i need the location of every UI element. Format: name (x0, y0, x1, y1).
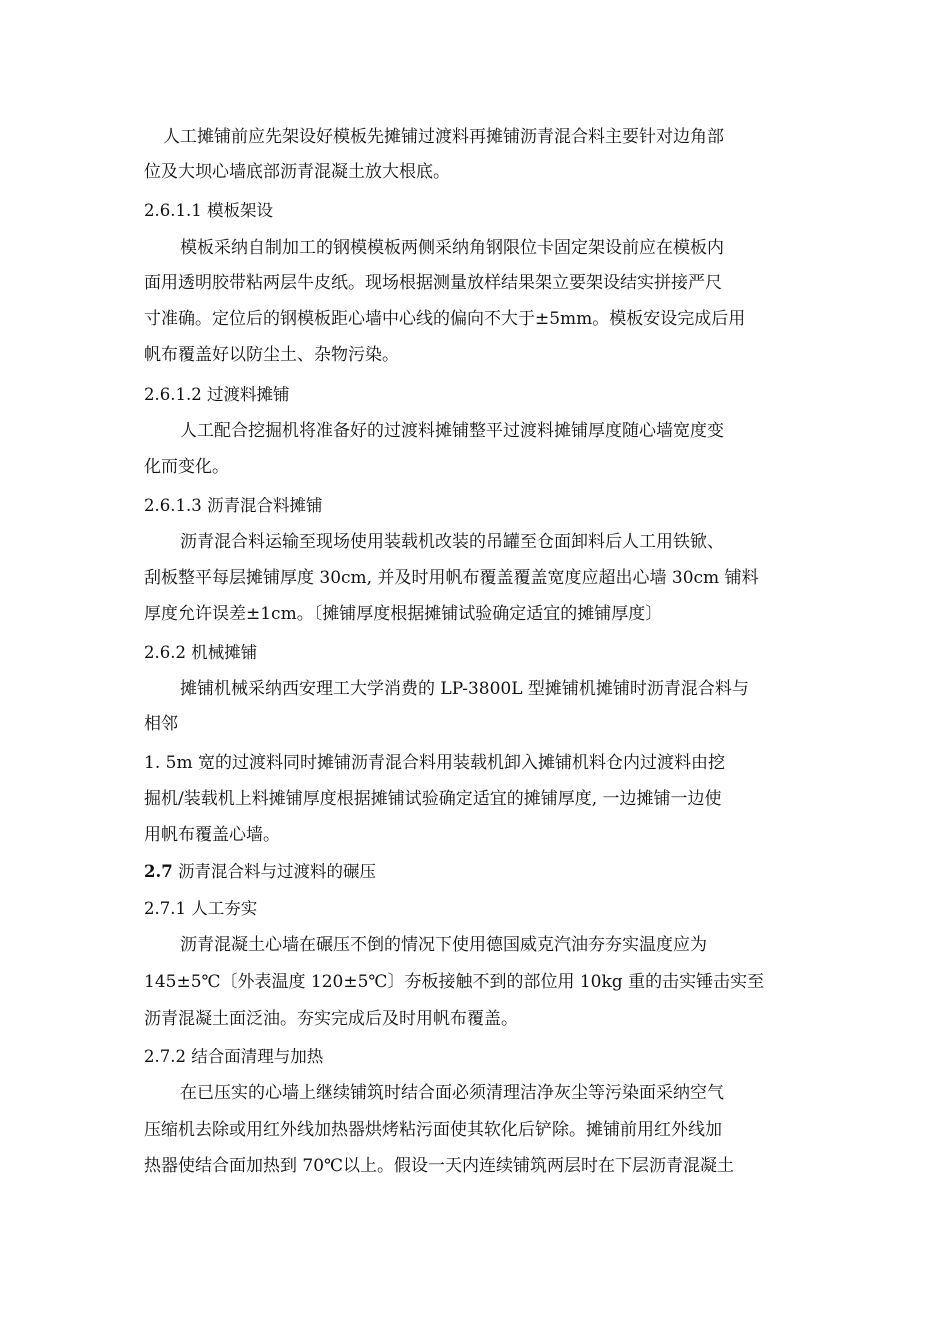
paragraph-line: 掘机/装载机上料摊铺厚度根据摊铺试验确定适宜的摊铺厚度, 一边摊铺一边使 (144, 789, 722, 809)
paragraph-line: 145±5℃〔外表温度 120±5℃〕夯板接触不到的部位用 10kg 重的击实锤击实至 (144, 972, 765, 992)
paragraph-line: 刮板整平每层摊铺厚度 30cm, 并及时用帆布覆盖覆盖宽度应超出心墙 30cm 铺料 (144, 568, 759, 588)
paragraph-line: 用帆布覆盖心墙。 (144, 825, 280, 845)
section-heading: 2.6.2 机械摊铺 (144, 643, 258, 662)
paragraph-line: 沥青混凝土面泛油。夯实完成后及时用帆布覆盖。 (144, 1009, 518, 1029)
paragraph-line: 模板采纳自制加工的钢模模板两侧采纳角钢限位卡固定架设前应在模板内 (180, 238, 724, 258)
section-heading: 2.6.1.2 过渡料摊铺 (144, 385, 290, 404)
section-title: 沥青混合料与过渡料的碾压 (172, 862, 376, 881)
paragraph-line: 摊铺机械采纳西安理工大学消费的 LP-3800L 型摊铺机摊铺时沥青混合料与 (180, 679, 749, 699)
paragraph-line: 沥青混凝土心墙在碾压不倒的情况下使用德国威克汽油夯夯实温度应为 (180, 935, 707, 955)
paragraph-line: 沥青混合料运输至现场使用装载机改装的吊罐至仓面卸料后人工用铁锨、 (180, 532, 724, 552)
paragraph-line: 位及大坝心墙底部沥青混凝土放大根底。 (144, 162, 450, 182)
paragraph-line: 在已压实的心墙上继续铺筑时结合面必须清理洁净灰尘等污染面采纳空气 (180, 1083, 724, 1103)
paragraph-line: 1. 5m 宽的过渡料同时摊铺沥青混合料用装载机卸入摊铺机料仓内过渡料由挖 (144, 753, 725, 773)
section-heading: 2.7.2 结合面清理与加热 (144, 1047, 324, 1066)
paragraph-line: 厚度允许误差±1cm。〔摊铺厚度根据摊铺试验确定适宜的摊铺厚度〕 (144, 604, 663, 624)
paragraph-line: 热器使结合面加热到 70℃以上。假设一天内连续铺筑两层时在下层沥青混凝土 (144, 1156, 735, 1176)
paragraph-line: 相邻 (144, 714, 178, 734)
paragraph-line: 化而变化。 (144, 457, 229, 477)
paragraph-line: 人工摊铺前应先架设好模板先摊铺过渡料再摊铺沥青混合料主要针对边角部 (163, 127, 724, 147)
section-heading: 2.6.1.3 沥青混合料摊铺 (144, 496, 323, 515)
section-heading: 2.6.1.1 模板架设 (144, 201, 273, 220)
paragraph-line: 寸准确。定位后的钢模板距心墙中心线的偏向不大于±5mm。模板安设完成后用 (144, 309, 746, 329)
section-number: 2.7 (144, 862, 173, 881)
paragraph-line: 帆布覆盖好以防尘土、杂物污染。 (144, 345, 399, 365)
paragraph-line: 压缩机去除或用红外线加热器烘烤粘污面使其软化后铲除。摊铺前用红外线加 (144, 1120, 722, 1140)
paragraph-line: 面用透明胶带粘两层牛皮纸。现场根据测量放样结果架立要架设结实拼接严尺 (144, 273, 722, 293)
section-heading: 2.7.1 人工夯实 (144, 899, 258, 918)
paragraph-line: 人工配合挖掘机将准备好的过渡料摊铺整平过渡料摊铺厚度随心墙宽度变 (180, 421, 724, 441)
section-heading (144, 857, 376, 887)
